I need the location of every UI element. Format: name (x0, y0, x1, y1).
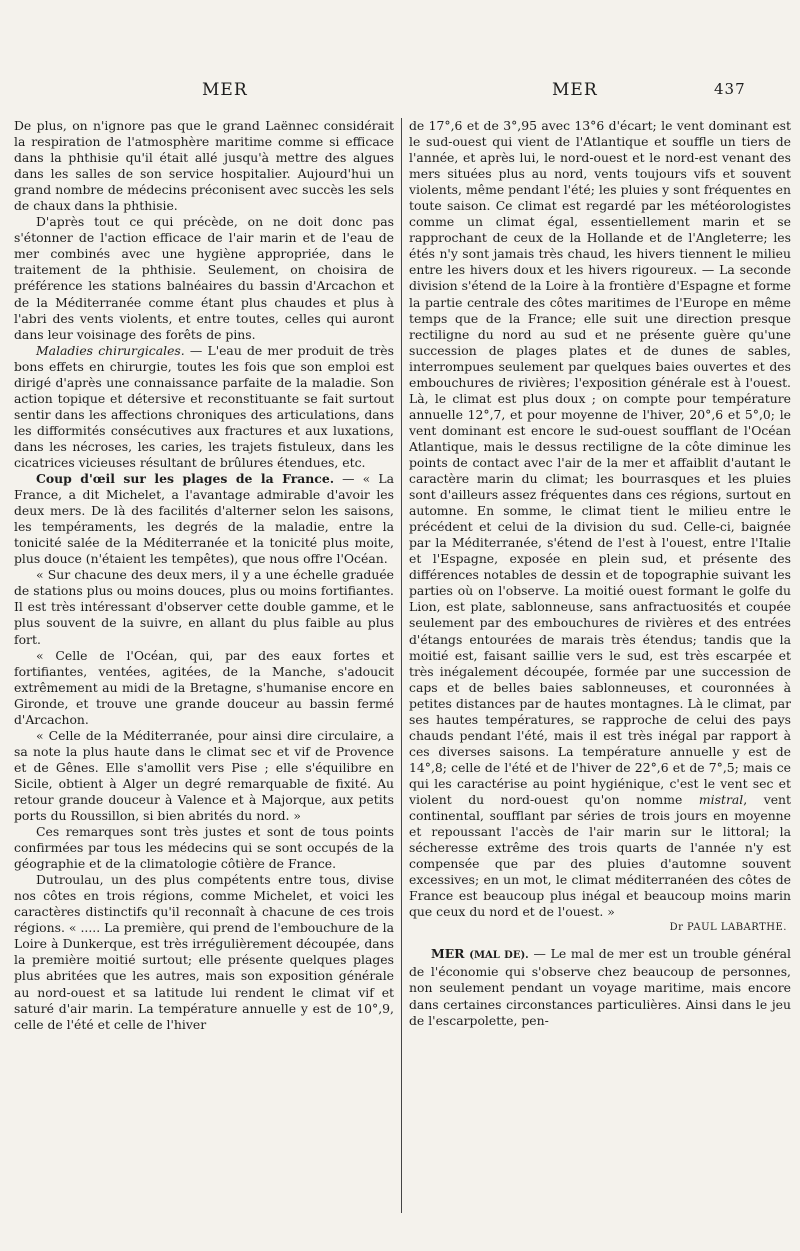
left-running-title: MER (202, 80, 248, 100)
paragraph (14, 471, 394, 567)
running-header (0, 80, 800, 104)
entry-headword: MER (431, 946, 465, 962)
paragraph: « Sur chacune des deux mers, il y a une échelle graduée de stations plus ou moins douces, plus ou moins fortifiantes. Il est très intéressant d'observer cette double gamme, et le plus souvent de la suivre, en allant du plus faible au plus fort. (14, 567, 394, 647)
paragraph: Dutroulau, un des plus compétents entre tous, divise nos côtes en trois régions, comme Michelet, et voici les caractères distinctifs qu'il reconnaît à chacune de ces trois régions. « ..... La première, qui prend de l'embouchure de la Loire à Dunkerque, est très irrégulièrement découpée, dans la première moitié surtout; elle présente quelques plages plus abritées que les autres, mais son exposition générale au nord-ouest et sa latitude lui rendent le climat vif et saturé d'air marin. La température annuelle y est de 10°,9, celle de l'été et celle de l'hiver (14, 872, 394, 1032)
paragraph-text: — Le mal de mer est un trouble général de l'économie qui s'observe chez beaucoup de personnes, non seulement pendant un voyage maritime, mais encore dans certaines circonstances particulières. Ainsi dans le jeu de l'escarpolette, pen- (409, 946, 791, 1028)
italic-term: mistral (698, 791, 744, 807)
paragraph (409, 118, 791, 920)
paragraph: D'après tout ce qui précède, on ne doit donc pas s'étonner de l'action efficace de l'air marin et de l'eau de mer combinés avec une hygiène appropriée, dans le traitement de la phthisie. Seulement, on choisira de préférence les stations balnéaires du bassin d'Arcachon et de la Méditerranée comme étant plus chaudes et plus à l'abri des vents violents, et entre toutes, celles qui auront dans leur voisinage des forêts de pins. (14, 214, 394, 342)
paragraph-text: — « La France, a dit Michelet, a l'avantage admirable d'avoir les deux mers. De là des facilités d'alterner selon les saisons, les tempéraments, les degrés de la maladie, entre la tonicité salée de la Méditerranée et la tonicité plus moite, plus douce (n'étaient les tempêtes), que nous offre l'Océan. (14, 471, 394, 567)
left-column (14, 118, 394, 1238)
paragraph: « Celle de la Méditerranée, pour ainsi dire circulaire, a sa note la plus haute dans le climat sec et vif de Provence et de Gênes. Elle s'amollit vers Pise ; elle s'équilibre en Sicile, obtient à Alger un degré remarquable de fixité. Au retour grande douceur à Valence et à Majorque, aux petits ports du Roussillon, si bien abrités du nord. » (14, 727, 394, 824)
entry-paragraph (409, 946, 791, 1028)
entry-subheading: (MAL DE). (469, 950, 529, 962)
paragraph-text: , vent continental, soufflant par séries de trois jours en moyenne et repoussant l'accès de l'air marin sur le littoral; la sécheresse extrême des trois quarts de l'année n'y est compensée que par des pluies d'automne souvent excessives; en un mot, le climat méditerranéen des côtes de France est beaucoup plus inégal et beaucoup moins marin que ceux du nord et de l'ouest. » (409, 791, 791, 920)
page-number: 437 (714, 80, 746, 98)
paragraph-text: de 17°,6 et de 3°,95 avec 13°6 d'écart; le vent dominant est le sud-ouest qui vient de l'Atlantique et souffle un tiers de l'année, et après lui, le nord-ouest et le nord-est venant des mers situées plus au nord, vents toujours vifs et souvent violents, même pendant l'été; les pluies y sont fréquentes en toute saison. Ce climat est regardé par les météorologistes comme un climat égal, essentiellement marin et se rapprochant de ceux de la Hollande et de l'Angleterre; les étés n'y sont jamais très chaud, les hivers tiennent le milieu entre les hivers doux et les hivers rigoureux. — La seconde division s'étend de la Loire à la frontière d'Espagne et forme la partie centrale des côtes maritimes de l'Europe en même temps que de la France; elle suit une direction presque rectiligne du nord au sud et ne présente guère qu'une succession de plages plates et de dunes de sables, interrompues seulement par quelques baies ouvertes et des embouchures de rivières; l'exposition générale est à l'ouest. Là, le climat est plus doux ; on compte pour température annuelle 12°,7, et pour moyenne de l'hiver, 20°,6 et 5°,0; le vent dominant est encore le sud-ouest soufflant de l'Océan Atlantique, mais le dessus rectiligne de la côte diminue les points de contact avec l'air de la mer et affaiblit d'autant le caractère marin du climat; les bourrasques et les pluies sont d'ailleurs assez fréquentes dans ces régions, surtout en automne. En somme, le climat tient le milieu entre le précédent et celui de la division du sud. Celle-ci, baignée par la Méditerranée, s'étend de l'est à l'ouest, entre l'Italie et l'Espagne, exposée en plein sud, et présente des différences notables de dessin et de topographie suivant les parties où on l'observe. La moitié ouest formant le golfe du Lion, est plate, sablonneuse, sans anfractuosités et coupée seulement par des embouchures de rivières et des entrées d'étangs entourées de marais très étendus; tandis que la moitié est, faisant saillie vers le sud, est très escarpée et très inégalement découpée, formée par une succession de caps et de belles baies sablonneuses, et couronnées à petites distances par de hautes montagnes. Là le climat, par ses hautes températures, se rapproche de celui des pays chauds pendant l'été, mais il est très inégal par rapport à ces diverses saisons. La température annuelle y est de 14°,8; celle de l'été et de l'hiver de 22°,6 et de 7°,5; mais ce qui les caractérise au point hygiénique, c'est le vent sec et violent du nord-ouest qu'on nomme (409, 118, 791, 807)
paragraph: « Celle de l'Océan, qui, par des eaux fortes et fortifiantes, ventées, agitées, de la Manche, s'adoucit extrêmement au midi de la Bretagne, s'humanise encore en Gironde, et trouve une grande douceur au bassin fermé d'Arcachon. (14, 647, 394, 727)
paragraph (14, 343, 394, 471)
author-signature: Dr PAUL LABARTHE. (669, 922, 787, 934)
paragraph-text: — L'eau de mer produit de très bons effets en chirurgie, toutes les fois que son emploi est dirigé d'après une connaissance parfaite de la maladie. Son action topique et détersive et reconstituante se fait surtout sentir dans les affections chroniques des articulations, dans les difformités consécutives aux fractures et aux luxations, dans les nécroses, les caries, les trajets fistuleux, dans les cicatrices vicieuses résultant de brûlures étendues, etc. (14, 342, 394, 470)
paragraph: De plus, on n'ignore pas que le grand Laënnec considérait la respiration de l'atmosphère maritime comme si efficace dans la phthisie qu'il était allé jusqu'à mettre des algues dans les salles de son service hospitalier. Aujourd'hui un grand nombre de médecins préconisent avec succès les sels de chaux dans la phthisie. (14, 118, 394, 214)
section-heading: Coup d'œil sur les plages de la France. (36, 471, 335, 487)
right-column (409, 118, 791, 1218)
column-divider (401, 118, 402, 1213)
section-heading: Maladies chirurgicales. (36, 342, 185, 358)
paragraph: Ces remarques sont très justes et sont de tous points confirmées par tous les médecins qui se sont occupés de la géographie et de la climatologie côtière de France. (14, 824, 394, 872)
right-running-title: MER (552, 80, 598, 100)
